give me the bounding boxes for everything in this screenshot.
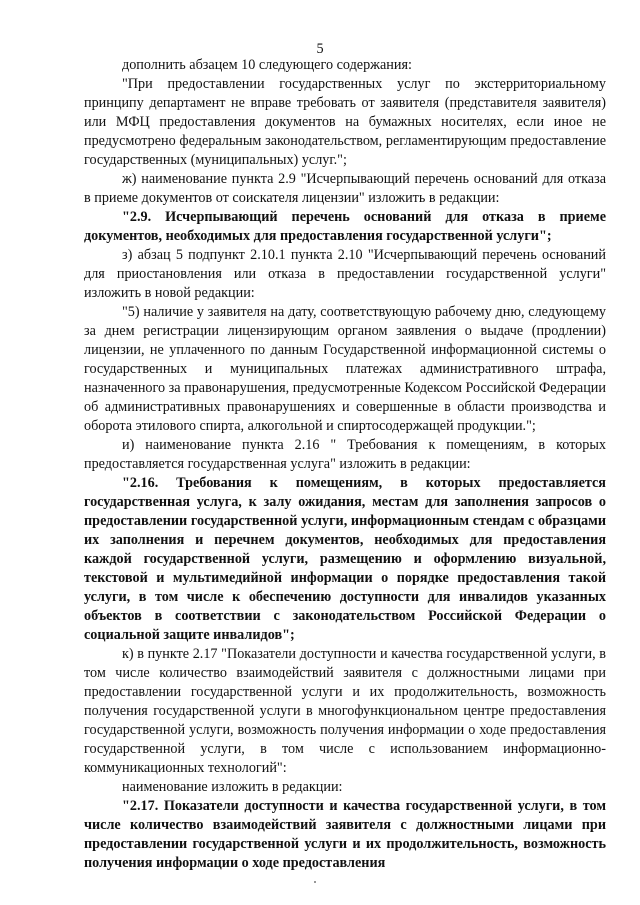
- paragraph: "2.17. Показатели доступности и качества государственной услуги, в том числе количество взаимодействий заявителя с должностными лицами при предоставлении государственной услуги и их продолжительность, возможность получения информации о ходе предоставления: [84, 798, 606, 871]
- paragraph: наименование изложить в редакции:: [122, 779, 343, 795]
- paragraph: дополнить абзацем 10 следующего содержания:: [122, 57, 412, 73]
- paragraph: "2.16. Требования к помещениям, в которых предоставляется государственная услуга, к залу ожидания, местам для заполнения запросов о предоставлении государственной услуги, информационным стендам с образцами их заполнения и перечнем документов, необходимых для предоставления каждой государственной услуги, размещению и оформлению визуальной, текстовой и мультимедийной информации о порядке предоставления такой услуги, в том числе к обеспечению доступности для инвалидов указанных объектов в соответствии с законодательством Российской Федерации о социальной защите инвалидов";: [84, 475, 606, 643]
- paragraph: з) абзац 5 подпункт 2.10.1 пункта 2.10 "Исчерпывающий перечень оснований для приостановления или отказа в предоставлении государственной услуги" изложить в новой редакции:: [84, 247, 606, 301]
- paragraph: "5) наличие у заявителя на дату, соответствующую рабочему дню, следующему за днем регистрации лицензирующим органом заявления о выдаче (продлении) лицензии, не уплаченного по данным Государственной информационной системы о государственных и муниципальных платежах административного штрафа, назначенного за правонарушения, предусмотренные Кодексом Российской Федерации об административных правонарушениях и совершенные в области производства и оборота этилового спирта, алкогольной и спиртосодержащей продукции.";: [84, 304, 606, 434]
- document-body: [84, 56, 606, 873]
- paragraph: "При предоставлении государственных услуг по экстерриториальному принципу департамент не вправе требовать от заявителя (представителя заявителя) или МФЦ предоставления документов на бумажных носителях, если иное не предусмотрено федеральным законодательством, регламентирующим предоставление государственных (муниципальных) услуг.";: [84, 76, 606, 168]
- page-number: 5: [316, 41, 324, 57]
- paragraph: "2.9. Исчерпывающий перечень оснований для отказа в приеме документов, необходимых для предоставления государственной услуги";: [84, 209, 606, 244]
- paragraph: и) наименование пункта 2.16 " Требования к помещениям, в которых предоставляется государственная услуга" изложить в редакции:: [84, 437, 606, 472]
- scan-speck: [314, 881, 316, 883]
- paragraph: ж) наименование пункта 2.9 "Исчерпывающий перечень оснований для отказа в приеме документов от соискателя лицензии" изложить в редакции:: [84, 171, 606, 206]
- paragraph: к) в пункте 2.17 "Показатели доступности и качества государственной услуги, в том числе количество взаимодействий заявителя с должностными лицами при предоставлении государственной услуги и их продолжительность, возможность получения государственной услуги в многофункциональном центре предоставления государственной услуги, возможность получения информации о ходе предоставления государственной услуги, в том числе с использованием информационно-коммуникационных технологий":: [84, 646, 606, 776]
